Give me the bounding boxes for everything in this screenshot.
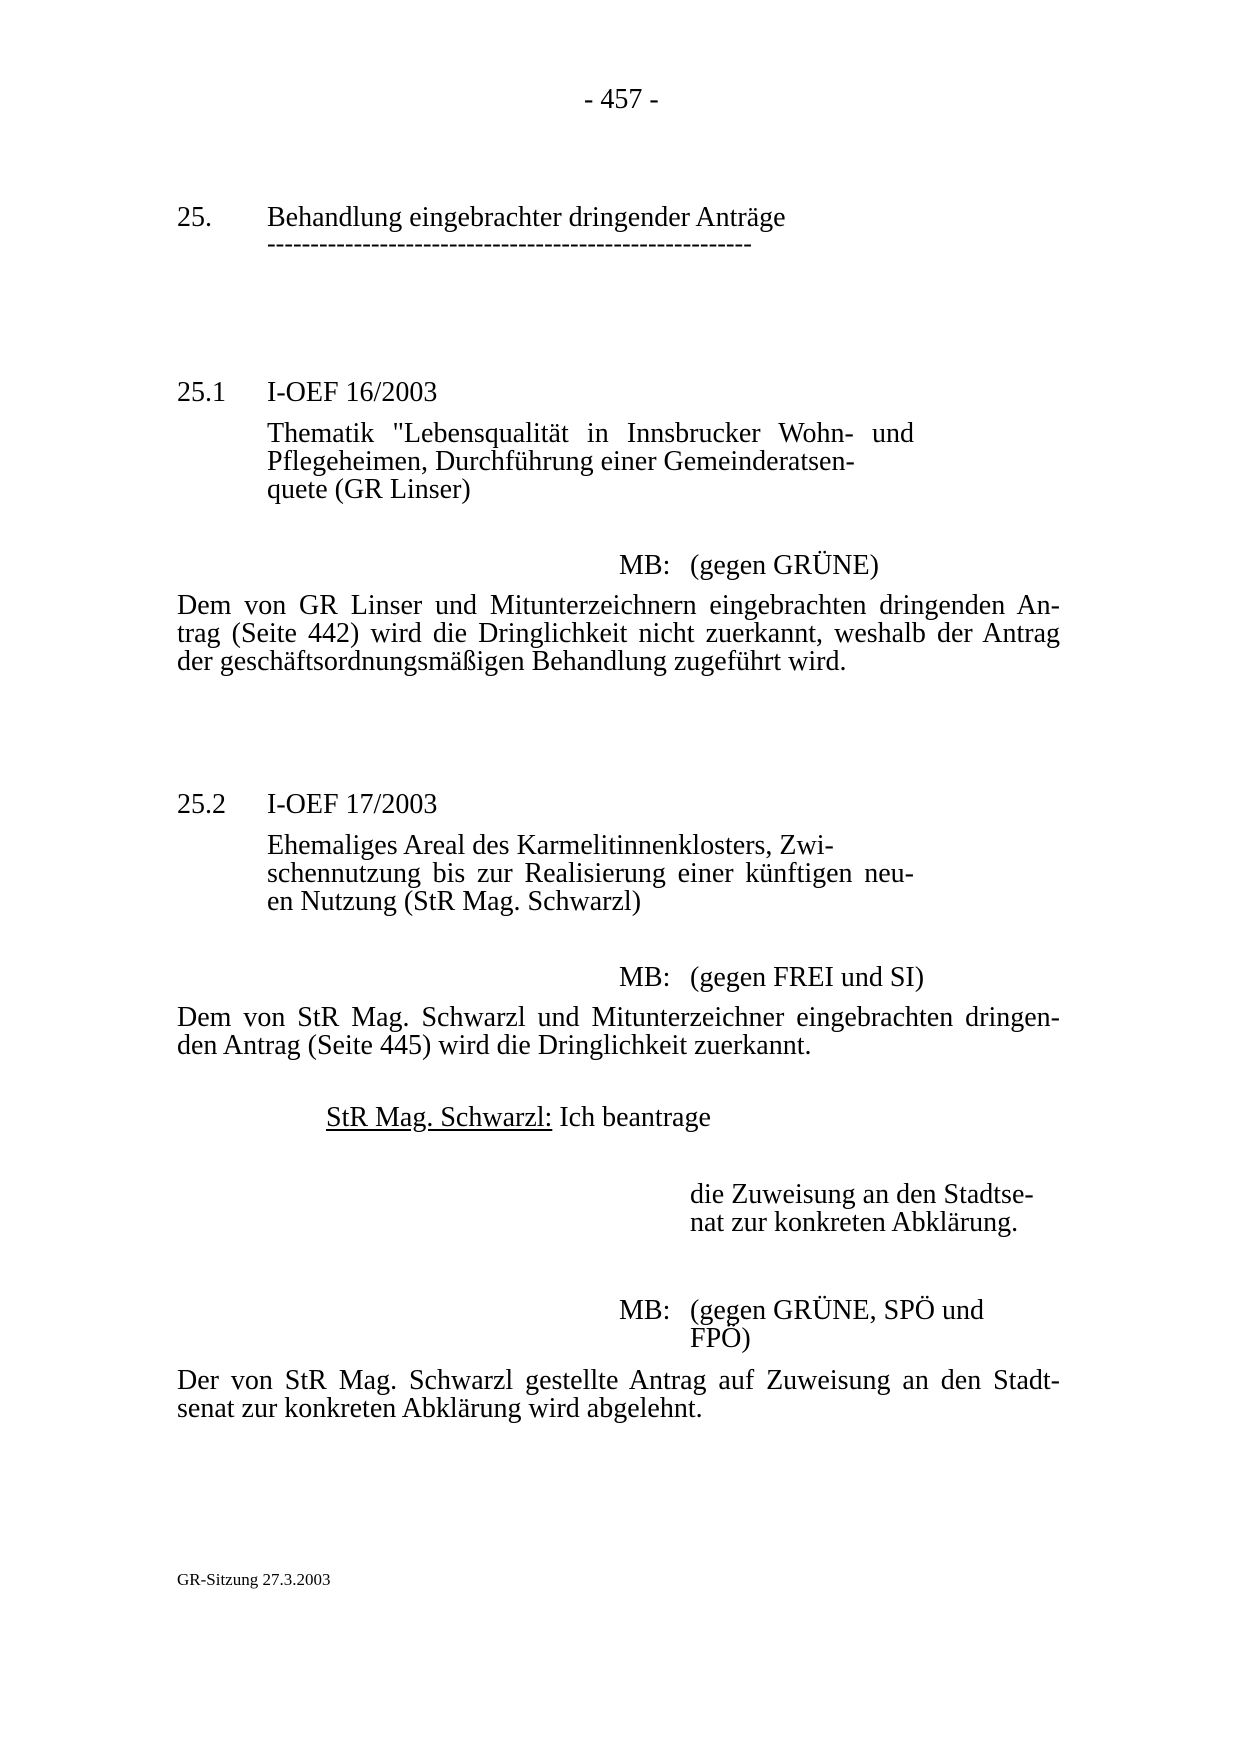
mb-label: MB: [619, 962, 671, 993]
resolution-line: der geschäftsordnungsmäßigen Behandlung zugeführt wird. [177, 646, 847, 677]
resolution-line: Der von StR Mag. Schwarzl gestellte Antrag auf Zuweisung an den Stadt- [177, 1365, 1060, 1396]
resolution-line: Dem von GR Linser und Mitunterzeichnern eingebrachten dringenden An- [177, 590, 1060, 621]
resolution-line: den Antrag (Seite 445) wird die Dringlichkeit zuerkannt. [177, 1030, 812, 1061]
resolution-text [177, 1004, 1060, 1060]
mb-text: (gegen GRÜNE) [690, 550, 879, 581]
mb-text [690, 1297, 1030, 1353]
speaker-name: StR Mag. Schwarzl: [326, 1102, 553, 1133]
motion-line: die Zuweisung an den Stadtse- [690, 1179, 1034, 1210]
mb-line: (gegen GRÜNE, SPÖ und [690, 1295, 984, 1326]
page-footer: GR-Sitzung 27.3.2003 [177, 1570, 331, 1589]
resolution-line: senat zur konkreten Abklärung wird abgelehnt. [177, 1393, 703, 1424]
section-title: Behandlung eingebrachter dringender Anträge [267, 202, 786, 233]
description-line: schennutzung bis zur Realisierung einer künftigen neu- [267, 858, 914, 889]
motion-line: nat zur konkreten Abklärung. [690, 1207, 1019, 1238]
mb-line: FPÖ) [690, 1323, 751, 1354]
mb-label: MB: [619, 1295, 671, 1326]
motion-text [690, 1181, 1050, 1237]
item-number: 25.2 [177, 789, 226, 820]
section-rule: -------------------------------------------------------- [267, 229, 752, 258]
description-line: quete (GR Linser) [267, 474, 471, 505]
resolution-text [177, 592, 1060, 676]
speaker-line [326, 1104, 711, 1132]
item-number: 25.1 [177, 377, 226, 408]
description-line: Thematik "Lebensqualität in Innsbrucker Wohn- und [267, 418, 914, 449]
description-line: en Nutzung (StR Mag. Schwarzl) [267, 886, 642, 917]
item-description [267, 420, 914, 504]
section-number: 25. [177, 202, 212, 233]
item-description [267, 832, 914, 916]
description-line: Ehemaliges Areal des Karmelitinnenklosters, Zwi- [267, 830, 834, 861]
description-line: Pflegeheimen, Durchführung einer Gemeinderatsen- [267, 446, 855, 477]
item-code: I-OEF 17/2003 [267, 789, 438, 820]
mb-label: MB: [619, 550, 671, 581]
speaker-statement: Ich beantrage [552, 1102, 711, 1133]
resolution-line: Dem von StR Mag. Schwarzl und Mitunterzeichner eingebrachten dringen- [177, 1002, 1060, 1033]
item-code: I-OEF 16/2003 [267, 377, 438, 408]
mb-text: (gegen FREI und SI) [690, 962, 925, 993]
resolution-line: trag (Seite 442) wird die Dringlichkeit nicht zuerkannt, weshalb der Antrag [177, 618, 1060, 649]
page-number: - 457 - [584, 84, 659, 115]
resolution-text [177, 1367, 1060, 1423]
